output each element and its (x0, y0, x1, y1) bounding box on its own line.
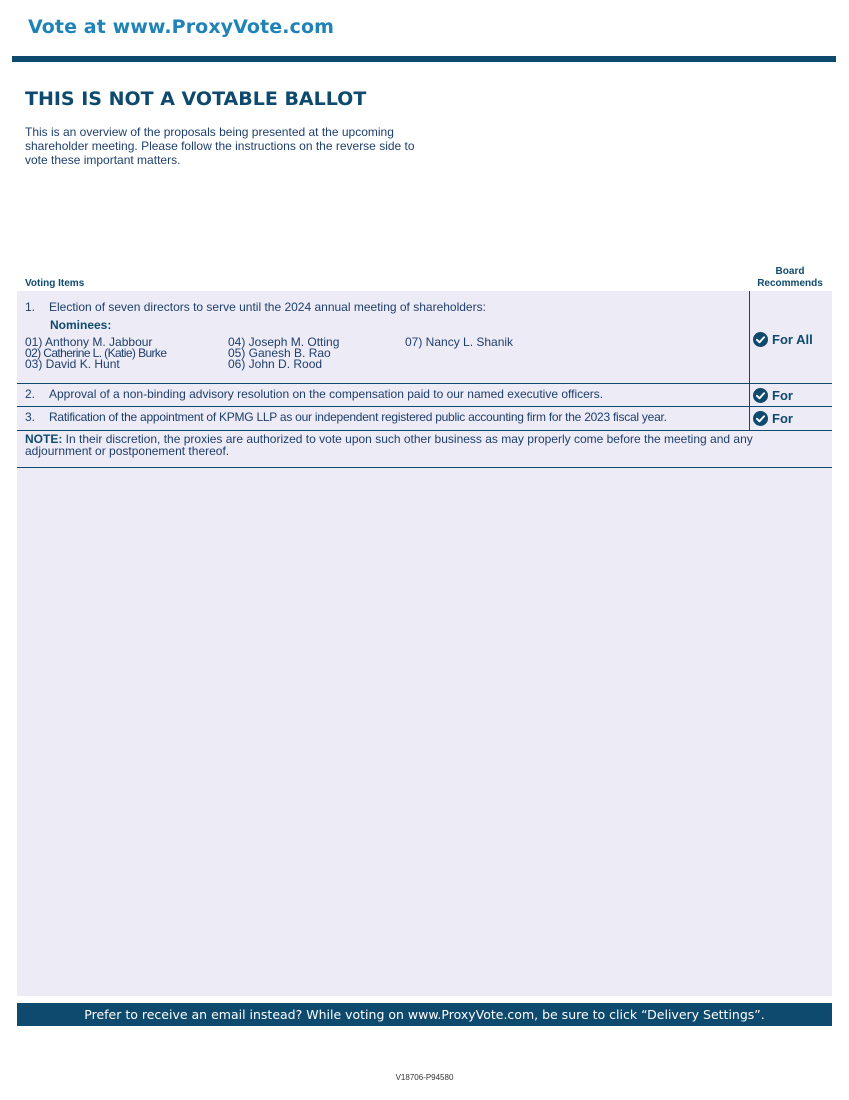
recommendation-divider (749, 291, 750, 431)
header-rule (12, 56, 836, 62)
check-circle-icon (753, 332, 768, 347)
recommendation-item-3 (753, 411, 793, 426)
voting-items-header: Voting Items (25, 278, 85, 289)
nominee-item: 07) Nancy L. Shanik (405, 335, 514, 349)
item-number: 2. (25, 387, 36, 401)
row-divider (17, 406, 832, 407)
row-divider (17, 467, 832, 468)
nominee-item: 02) Catherine L. (Katie) Burke (25, 346, 167, 360)
item-text: Ratification of the appointment of KPMG LLP as our independent registered public accounting firm for the 2023 fiscal year. (49, 410, 667, 424)
voting-item-3 (25, 410, 667, 424)
item-number: 1. (25, 300, 36, 314)
page-title: THIS IS NOT A VOTABLE BALLOT (25, 88, 367, 110)
item-text: Approval of a non-binding advisory resolution on the compensation paid to our named executive officers. (49, 387, 604, 401)
nominees-label: Nominees: (50, 318, 112, 332)
board-header-line1: Board (775, 266, 805, 277)
nominee-item: 01) Anthony M. Jabbour (25, 335, 153, 349)
row-divider (17, 383, 832, 384)
nominee-item: 05) Ganesh B. Rao (228, 346, 331, 360)
recommendation-item-1 (753, 332, 813, 347)
recommendation-item-2 (753, 388, 793, 403)
nominee-item: 06) John D. Rood (228, 357, 323, 371)
recommendation-label: For (772, 411, 793, 426)
email-delivery-banner: Prefer to receive an email instead? While voting on www.ProxyVote.com, be sure to click “Delivery Settings”. (17, 1003, 832, 1026)
item-number: 3. (25, 410, 36, 424)
check-circle-icon (753, 411, 768, 426)
row-divider (17, 430, 832, 431)
note-body: In their discretion, the proxies are authorized to vote upon such other business as may properly come before the meeting and any adjournment or postponement thereof. (25, 432, 753, 458)
check-circle-icon (753, 388, 768, 403)
item-text: Election of seven directors to serve until the 2024 annual meeting of shareholders: (49, 300, 486, 314)
voting-item-1 (25, 300, 486, 314)
nominee-item: 03) David K. Hunt (25, 357, 120, 371)
document-code: V18706-P94580 (395, 1073, 454, 1082)
intro-text: This is an overview of the proposals being presented at the upcoming shareholder meeting. Please follow the instructions on the reverse side to vote these important matters. (25, 125, 415, 167)
recommendation-label: For All (772, 332, 813, 347)
recommendation-label: For (772, 388, 793, 403)
board-recommends-header (749, 266, 831, 290)
note-label: NOTE: (25, 432, 63, 446)
voting-item-2 (25, 387, 603, 401)
proxyvote-link[interactable]: Vote at www.ProxyVote.com (28, 16, 334, 38)
nominee-item: 04) Joseph M. Otting (228, 335, 340, 349)
board-header-line2: Recommends (757, 278, 823, 289)
note-text (25, 434, 755, 457)
